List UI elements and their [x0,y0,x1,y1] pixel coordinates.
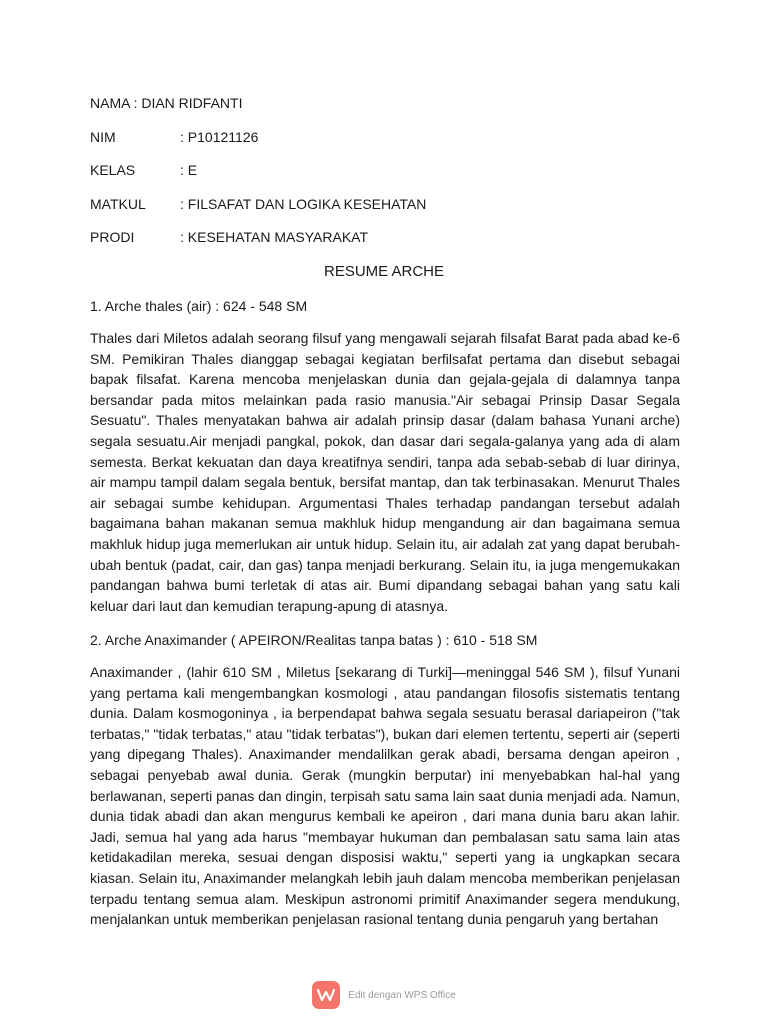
prodi-row [90,228,368,246]
section-2-body: Anaximander , (lahir 610 SM , Miletus [sekarang di Turki]—meninggal 546 SM ), filsuf Yunani yang pertama kali mengembangkan kosmologi , atau pandangan filosofis sistematis tentang dunia. Dalam kosmogoninya , ia berpendapat bahwa segala sesuatu berasal dariapeiron ("tak terbatas," "tidak terbatas," atau "tidak terbatas"), bukan dari elemen tertentu, seperti air (seperti yang dipegang Thales). Anaximander mendalilkan gerak abadi, bersama dengan apeiron , sebagai penyebab awal dunia. Gerak (mungkin berputar) ini menyebabkan hal-hal yang berlawanan, seperti panas dan dingin, terpisah satu sama lain saat dunia menjadi ada. Namun, dunia tidak abadi dan akan mengurus kembali ke apeiron , dari mana dunia baru akan lahir. Jadi, semua hal yang ada harus "membayar hukuman dan pembalasan satu sama lain atas ketidakadilan mereka, sesuai dengan disposisi waktu," seperti yang ia ungkapkan secara kiasan. Selain itu, Anaximander melangkah lebih jauh dalam mencoba memberikan penjelasan terpadu tentang semua alam. Meskipun astronomi primitif Anaximander segera mendukung, menjalankan untuk memberikan penjelasan rasional tentang dunia pengaruh yang bertahan [90,664,680,928]
kelas-value: : E [180,162,198,178]
wps-w-glyph-icon [317,988,335,1002]
nim-row [90,128,258,146]
wps-footer-text[interactable]: Edit dengan WPS Office [348,989,456,1001]
matkul-row [90,195,426,213]
wps-footer[interactable] [0,980,768,1010]
nim-label: NIM [90,129,116,145]
section-1-heading: 1. Arche thales (air) : 624 - 548 SM [90,298,308,314]
kelas-label: KELAS [90,162,136,178]
section-1-body: Thales dari Miletos adalah seorang filsuf yang mengawali sejarah filsafat Barat pada abad ke-6 SM. Pemikiran Thales dianggap sebagai kegiatan berfilsafat pertama dan disebut sebagai bapak filsafat. Karena mencoba menjelaskan dunia dan gejala-gejala di dalamnya tanpa bersandar pada mitos melainkan pada rasio manusia."Air sebagai Prinsip Dasar Segala Sesuatu". Thales menyatakan bahwa air adalah prinsip dasar (dalam bahasa Yunani arche) segala sesuatu.Air menjadi pangkal, pokok, dan dasar dari segala-galanya yang ada di alam semesta. Berkat kekuatan dan daya kreatifnya sendiri, tanpa ada sebab-sebab di luar dirinya, air mampu tampil dalam segala bentuk, bersifat mantap, dan tak terbinasakan. Menurut Thales air sebagai sumbe kehidupan. Argumentasi Thales terhadap pandangan tersebut adalah bagaimana bahan makanan semua makhluk hidup mengandung air dan bagaimana semua makhluk hidup juga memerlukan air untuk hidup. Selain itu, air adalah zat yang dapat berubah-ubah bentuk (padat, cair, dan gas) tanpa menjadi berkurang. Selain itu, ia juga mengemukakan pandangan bahwa bumi terletak di atas air. Bumi dipandang sebagai bahan yang satu kali keluar dari laut dan kemudian terapung-apung di atasnya. [90,330,680,614]
section-2-heading: 2. Arche Anaximander ( APEIRON/Realitas tanpa batas ) : 610 - 518 SM [90,632,538,648]
document-title: RESUME ARCHE [323,263,445,280]
matkul-label: MATKUL [90,196,146,212]
matkul-value: : FILSAFAT DAN LOGIKA KESEHATAN [180,196,427,212]
prodi-value: : KESEHATAN MASYARAKAT [180,229,369,245]
student-name [90,94,242,112]
kelas-row [90,161,197,179]
nim-value: : P10121126 [180,129,259,145]
prodi-label: PRODI [90,229,135,245]
student-name-text: NAMA : DIAN RIDFANTI [90,95,243,111]
wps-office-logo-icon[interactable] [312,981,340,1009]
